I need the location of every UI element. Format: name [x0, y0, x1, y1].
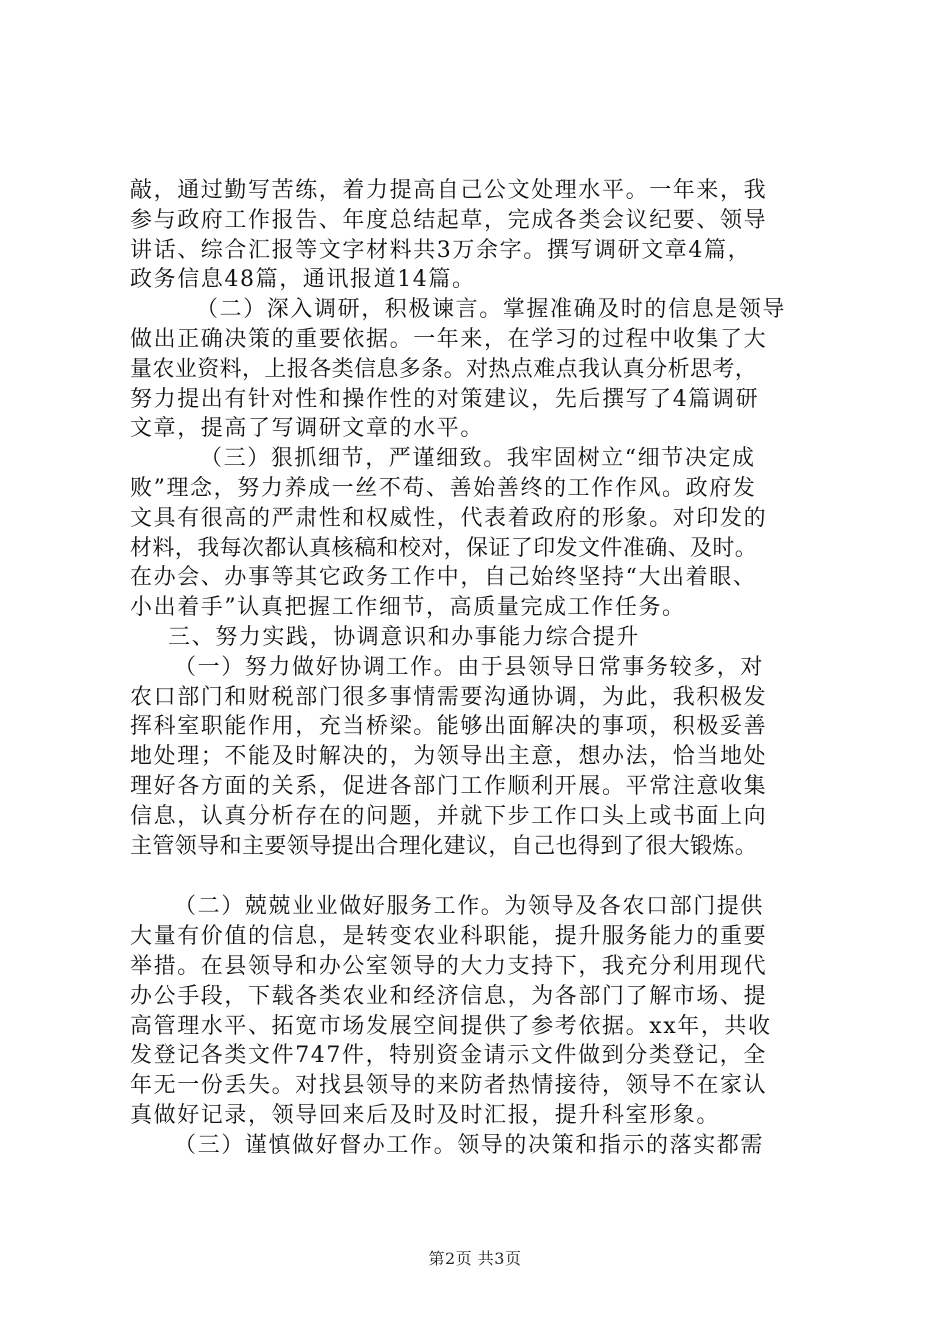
body-line: 信息，认真分析存在的问题，并就下步工作口头上或书面上向 [130, 803, 768, 829]
body-line: 在办会、办事等其它政务工作中，自己始终坚持“大出着眼、 [130, 565, 757, 591]
body-line: 挥科室职能作用，充当桥梁。能够出面解决的事项，积极妥善 [130, 714, 768, 740]
body-line: 主管领导和主要领导提出合理化建议，自己也得到了很大锻炼。 [130, 833, 758, 859]
body-line: 努力提出有针对性和操作性的对策建议，先后撰写了4篇调研 [130, 386, 760, 412]
body-line: 大量有价值的信息，是转变农业科职能，提升服务能力的重要 [130, 924, 768, 950]
body-line: 年无一份丢失。对找县领导的来防者热情接待，领导不在家认 [130, 1073, 768, 1099]
body-line: 农口部门和财税部门很多事情需要沟通协调，为此，我积极发 [130, 684, 768, 710]
body-line: 材料，我每次都认真核稿和校对，保证了印发文件准确、及时。 [130, 535, 758, 561]
body-line: 敲，通过勤写苦练，着力提高自己公文处理水平。一年来，我 [130, 178, 768, 203]
body-line: 败”理念，努力养成一丝不苟、善始善终的工作作风。政府发 [130, 475, 757, 501]
body-line: 地处理；不能及时解决的，为领导出主意，想办法，恰当地处 [130, 744, 768, 770]
paragraph-start-line: （二）兢兢业业做好服务工作。为领导及各农口部门提供 [174, 894, 765, 920]
paragraph-gap [130, 861, 830, 892]
body-line: 政务信息48篇，通讯报道14篇。 [130, 267, 476, 293]
body-line: 高管理水平、拓宽市场发展空间提供了参考依据。xx年，共收 [130, 1013, 772, 1039]
body-line: 参与政府工作报告、年度总结起草，完成各类会议纪要、领导 [130, 207, 768, 233]
paragraph-start-line: （三）谨慎做好督办工作。领导的决策和指示的落实都需 [174, 1132, 765, 1158]
body-line: 文章，提高了写调研文章的水平。 [130, 416, 485, 442]
body-line: 文具有很高的严肃性和权威性，代表着政府的形象。对印发的 [130, 505, 768, 531]
body-line: 理好各方面的关系，促进各部门工作顺利开展。平常注意收集 [130, 773, 768, 799]
section-heading: 三、努力实践，协调意识和办事能力综合提升 [168, 624, 641, 650]
document-body [130, 176, 830, 1161]
body-line: 量农业资料，上报各类信息多条。对热点难点我认真分析思考， [130, 356, 758, 382]
page-footer: 第2页 共3页 [428, 1249, 522, 1268]
body-line: 小出着手”认真把握工作细节，高质量完成工作任务。 [130, 595, 686, 621]
paragraph-start-line: （一）努力做好协调工作。由于县领导日常事务较多，对 [174, 654, 765, 680]
body-line: 讲话、综合汇报等文字材料共3万余字。撰写调研文章4篇， [130, 237, 752, 263]
body-line: 做出正确决策的重要依据。一年来，在学习的过程中收集了大 [130, 326, 768, 352]
paragraph-start-line: （二）深入调研，积极谏言。掌握准确及时的信息是领导 [196, 297, 787, 323]
body-line: 真做好记录，领导回来后及时及时汇报，提升科室形象。 [130, 1102, 721, 1128]
body-line: 办公手段，下载各类农业和经济信息，为各部门了解市场、提 [130, 983, 768, 1009]
body-line: 举措。在县领导和办公室领导的大力支持下，我充分利用现代 [130, 953, 768, 979]
body-line: 发登记各类文件747件，特别资金请示文件做到分类登记，全 [130, 1043, 767, 1069]
paragraph-start-line: （三）狠抓细节，严谨细致。我牢固树立“细节决定成 [200, 446, 756, 472]
